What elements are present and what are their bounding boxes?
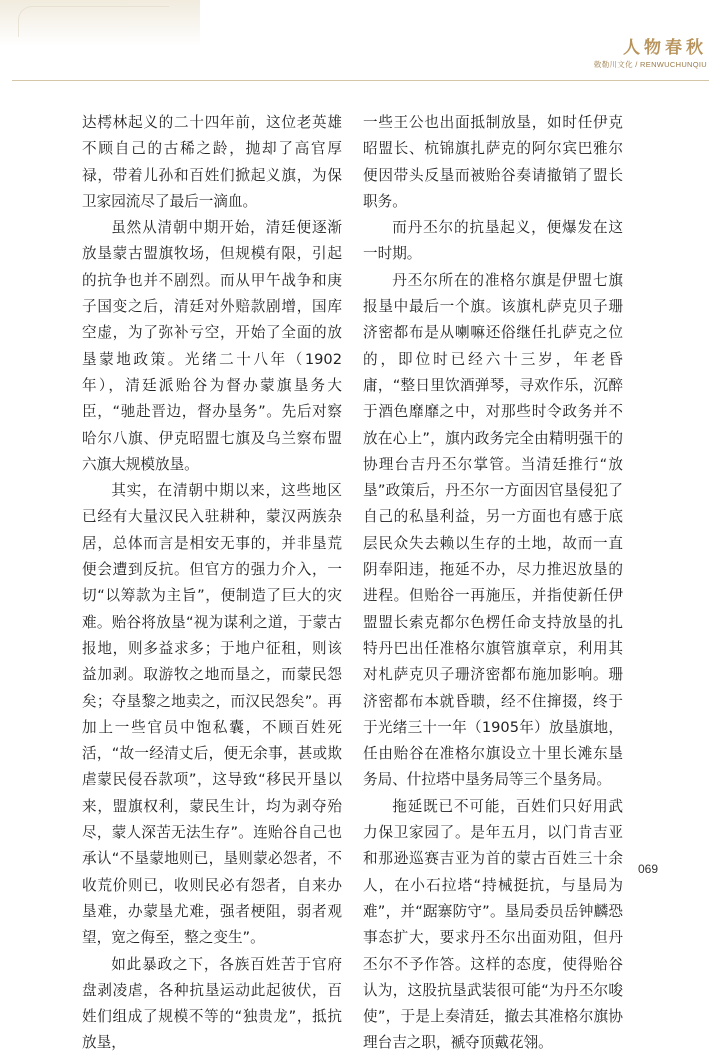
right-column [363, 110, 623, 1057]
paragraph: 达樗林起义的二十四年前，这位老英雄不顾自己的古稀之龄，抛却了高官厚禄，带着儿孙和百姓们掀起义旗，为保卫家园流尽了最后一滴血。 [82, 114, 342, 210]
paragraph: 而丹丕尔的抗垦起义，便爆发在这一时期。 [363, 219, 623, 263]
paragraph: 如此暴政之下，各族百姓苦于官府盘剥凌虐，各种抗垦运动此起彼伏，百姓们组成了规模不等的“独贵龙”，抵抗放垦， [82, 955, 342, 1052]
page-number: 069 [638, 862, 659, 876]
left-column [82, 110, 342, 1057]
column-subtitle: 敕勒川文化 / RENWUCHUNQIU [593, 60, 707, 69]
paragraph: 虽然从清朝中期开始，清廷便逐渐放垦蒙古盟旗牧场，但规模有限，引起的抗争也并不剧烈。而从甲午战争和庚子国变之后，清廷对外赔款剧增，国库空虚，为了弥补亏空，开始了全面的放垦蒙地政策。光绪二十八年（1902年），清廷派贻谷为督办蒙旗垦务大臣，“驰赴晋边，督办垦务”。先后对察哈尔八旗、伊克昭盟七旗及乌兰察布盟六旗大规模放垦。 [82, 219, 342, 473]
paragraph: 拖延既已不可能，百姓们只好用武力保卫家园了。是年五月，以门肯吉亚和那逊巡赛吉亚为首的蒙古百姓三十余人，在小石拉塔“持械挺抗，与垦局为难”，并“踞寨防守”。垦局委员岳钟麟恐事态扩大，要求丹丕尔出面劝阻，但丹丕尔不予作答。这样的态度，使得贻谷认为，这股抗垦武装很可能“为丹丕尔唆使”，于是上奏清廷，撤去其准格尔旗协理台吉之职，褫夺顶戴花翎。 [363, 797, 623, 1052]
paragraph: 一些王公也出面抵制放垦，如时任伊克昭盟长、杭锦旗扎萨克的阿尔宾巴雅尔便因带头反垦而被贻谷奏请撤销了盟长职务。 [363, 114, 623, 210]
paragraph: 丹丕尔所在的准格尔旗是伊盟七旗报垦中最后一个旗。该旗札萨克贝子珊济密都布是从喇嘛还俗继任扎萨克之位的，即位时已经六十三岁，年老昏庸，“整日里饮酒弹琴，寻欢作乐，沉醉于酒色靡靡之中，对那些时令政务并不放在心上”，旗内政务完全由精明强干的协理台吉丹丕尔掌管。当清廷推行“放垦”政策后，丹丕尔一方面因官垦侵犯了自己的私垦利益，另一方面也有感于底层民众失去赖以生存的土地，故而一直阴奉阳违，拖延不办，尽力推迟放垦的进程。但贻谷一再施压，并指使新任伊盟盟长索克都尔色楞任命支持放垦的扎特丹巴出任准格尔旗管旗章京，利用其对札萨克贝子珊济密都布施加影响。珊济密都布本就昏聩，经不住撺掇，终于于光绪三十一年（1905年）放垦旗地，任由贻谷在准格尔旗设立十里长滩东垦务局、什拉塔中垦务局等三个垦务局。 [363, 271, 623, 789]
column-title: 人物春秋 [623, 38, 707, 58]
paragraph: 其实，在清朝中期以来，这些地区已经有大量汉民入驻耕种，蒙汉两族杂居，总体而言是相安无事的，并非垦荒便会遭到反抗。但官方的强力介入，一切“以筹款为主旨”，便制造了巨大的灾难。贻谷将放垦“视为谋利之道，于蒙古报地，则多益求多；于地户征租，则该益加剥。取游牧之地而垦之，而蒙民怨矣；夺垦黎之地卖之，而汉民怨矣”。再加上一些官员中饱私囊，不顾百姓死活，“故一经清丈后，便无余事，甚或欺虐蒙民侵吞款项”，这导致“移民开垦以来，盟旗权利，蒙民生计，均为剥夺殆尽，蒙人深苦无法生存”。连贻谷自己也承认“不垦蒙地则已，垦则蒙必怨者，不收荒价则已，收则民必有怨者，自来办垦难，办蒙垦尤难，强者梗阻，弱者观望，宽之侮至，整之变生”。 [82, 482, 342, 947]
corner-ornament [0, 0, 200, 46]
page-header [594, 38, 707, 70]
header-divider [12, 80, 709, 81]
